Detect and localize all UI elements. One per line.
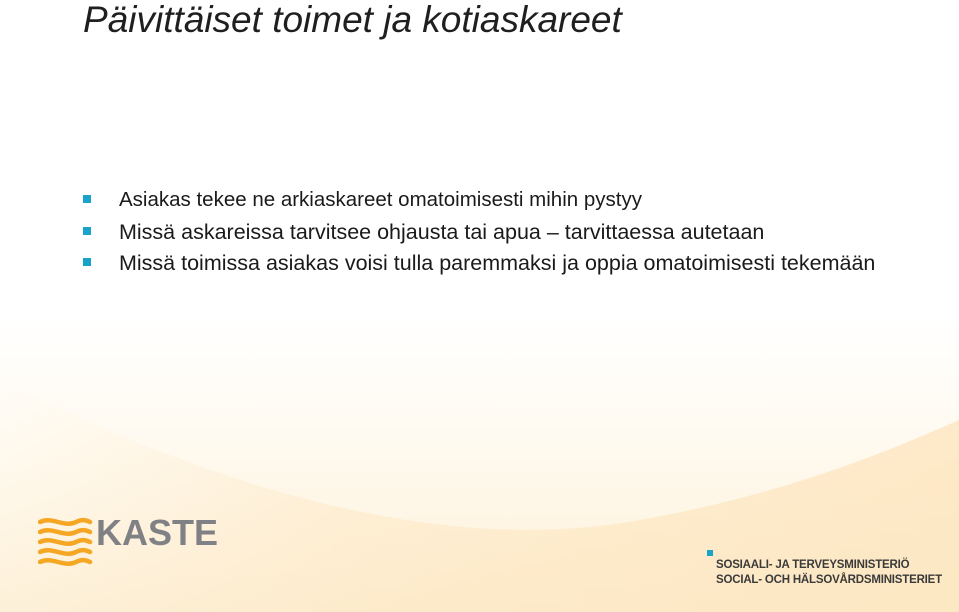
slide-title: Päivittäiset toimet ja kotiaskareet bbox=[83, 0, 622, 40]
kaste-logo-text: KASTE bbox=[96, 512, 219, 553]
ministry-name-swedish: SOCIAL- OCH HÄLSOVÅRDSMINISTERIET bbox=[716, 574, 942, 586]
ministry-mark-icon bbox=[707, 550, 713, 556]
bullet-text: Asiakas tekee ne arkiaskareet omatoimisesti mihin pystyy bbox=[119, 188, 642, 211]
bullet-list bbox=[83, 186, 903, 280]
square-bullet-icon bbox=[83, 227, 91, 235]
square-bullet-icon bbox=[83, 195, 91, 203]
bullet-text: Missä toimissa asiakas voisi tulla paremmaksi ja oppia omatoimisesti tekemään bbox=[119, 251, 876, 275]
list-item bbox=[83, 218, 903, 247]
list-item bbox=[83, 186, 903, 213]
bullet-text: Missä askareissa tarvitsee ohjausta tai apua – tarvittaessa autetaan bbox=[119, 220, 765, 244]
list-item bbox=[83, 249, 903, 278]
ministry-logo bbox=[716, 558, 942, 588]
square-bullet-icon bbox=[83, 258, 91, 266]
ministry-name-finnish: SOSIAALI- JA TERVEYSMINISTERIÖ bbox=[716, 559, 910, 571]
